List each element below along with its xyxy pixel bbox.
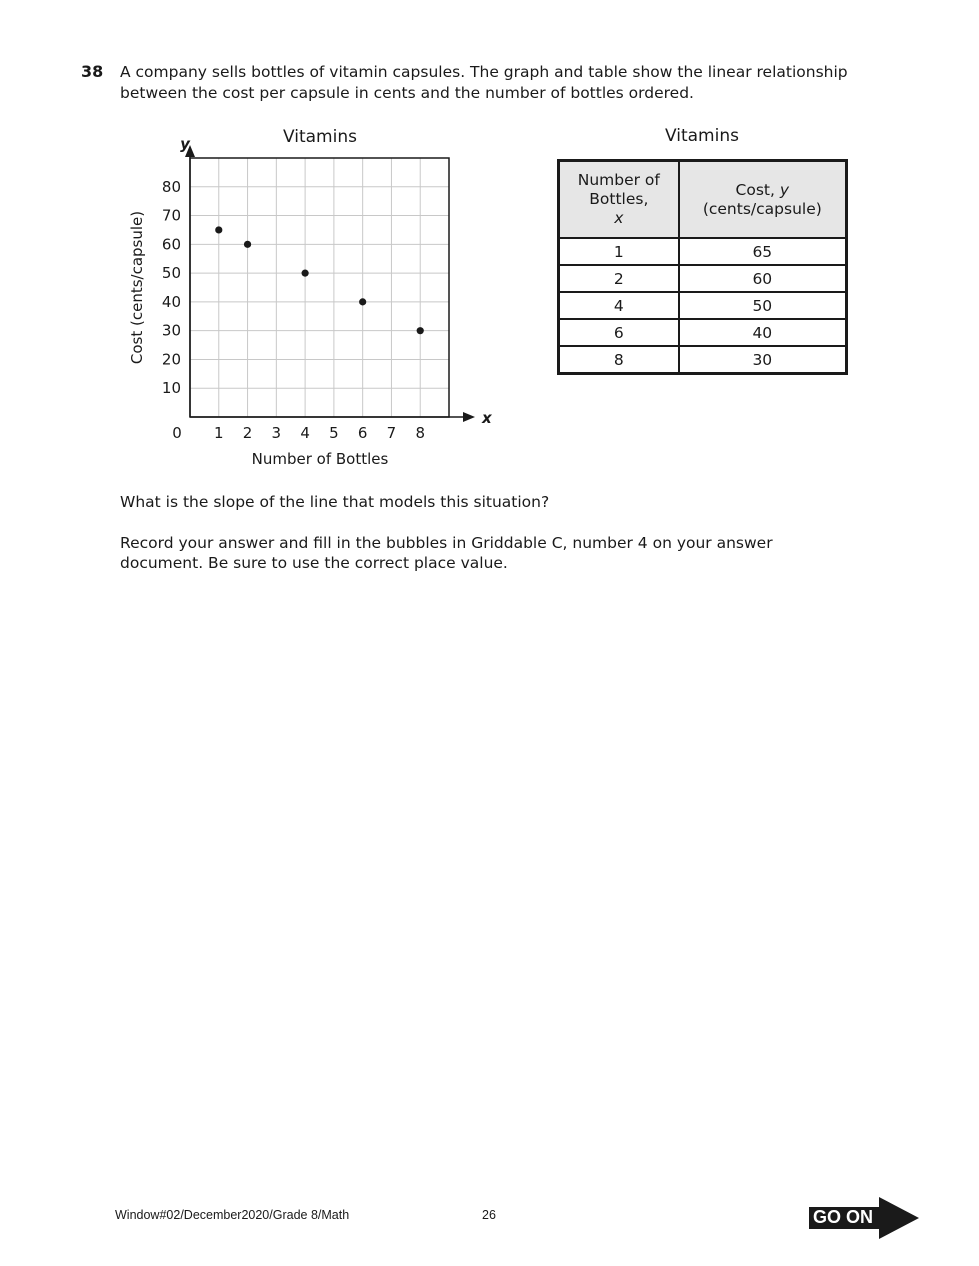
y-tick-label: 10 [161,379,181,398]
x-tick-label: 2 [242,424,253,442]
answer-instruction: Record your answer and fill in the bubbles in Griddable C, number 4 on your answer document. Be sure to use the correct place value. [120,534,773,572]
x-tick-label: 3 [271,424,282,442]
header-bottles-line2: Bottles, [589,190,649,208]
y-tick-label: 70 [161,206,181,225]
x-axis-letter: x [482,409,492,427]
data-point [215,226,222,233]
cell-bottles: 6 [559,319,679,346]
data-point [417,327,424,334]
y-axis-letter: y [180,135,190,153]
y-tick-label: 40 [161,292,181,311]
footer-test-id: Window#02/December2020/Grade 8/Math [115,1208,350,1222]
table-header-cost [679,161,847,239]
vitamins-table [557,159,848,375]
y-axis-label: Cost (cents/capsule) [128,210,146,365]
cell-bottles: 2 [559,265,679,292]
x-tick-label: 4 [300,424,310,442]
table-row [559,292,847,319]
cell-bottles: 1 [559,238,679,265]
origin-label: 0 [172,424,182,442]
table-title: Vitamins [665,126,739,146]
cell-cost: 65 [679,238,847,265]
x-tick-label: 8 [415,424,425,442]
plot-frame [190,158,449,417]
cell-bottles: 4 [559,292,679,319]
x-tick-label: 1 [214,424,224,442]
table-header-row [559,161,847,239]
x-tick-label: 5 [329,424,339,442]
vitamins-chart [120,120,492,480]
x-tick-label: 6 [357,424,368,442]
page-number: 26 [482,1208,496,1222]
cell-cost: 30 [679,346,847,374]
cell-cost: 50 [679,292,847,319]
table-row [559,319,847,346]
chart-title: Vitamins [283,127,357,147]
y-tick-label: 30 [161,321,181,340]
go-on-label: GO ON [813,1207,874,1227]
data-point [359,298,366,305]
table-row [559,238,847,265]
table-row [559,265,847,292]
header-cost-line2: (cents/capsule) [702,199,822,218]
go-on-arrow [809,1197,921,1239]
y-tick-label: 50 [161,264,181,283]
data-point [244,241,251,248]
x-axis-label: Number of Bottles [251,450,389,468]
table-row [559,346,847,374]
header-cost-line1: Cost, [735,180,780,199]
question-number: 38 [81,62,104,81]
cell-bottles: 8 [559,346,679,374]
chart-svg [120,120,492,480]
cell-cost: 40 [679,319,847,346]
header-cost-var: y [779,180,790,199]
question-text: A company sells bottles of vitamin capsules. The graph and table show the linear relationship between the cost per capsule in cents and the number of bottles ordered. [120,63,848,102]
question-prompt: What is the slope of the line that models this situation? [120,493,550,511]
x-axis-arrow-icon [463,412,475,422]
table-header-bottles [559,161,679,239]
header-bottles-var: x [614,209,624,227]
y-tick-label: 20 [161,350,181,369]
data-point [302,270,309,277]
x-tick-label: 7 [386,424,397,442]
y-tick-label: 80 [161,177,181,196]
cell-cost: 60 [679,265,847,292]
y-tick-label: 60 [161,235,181,254]
header-bottles-line1: Number of [577,171,660,189]
